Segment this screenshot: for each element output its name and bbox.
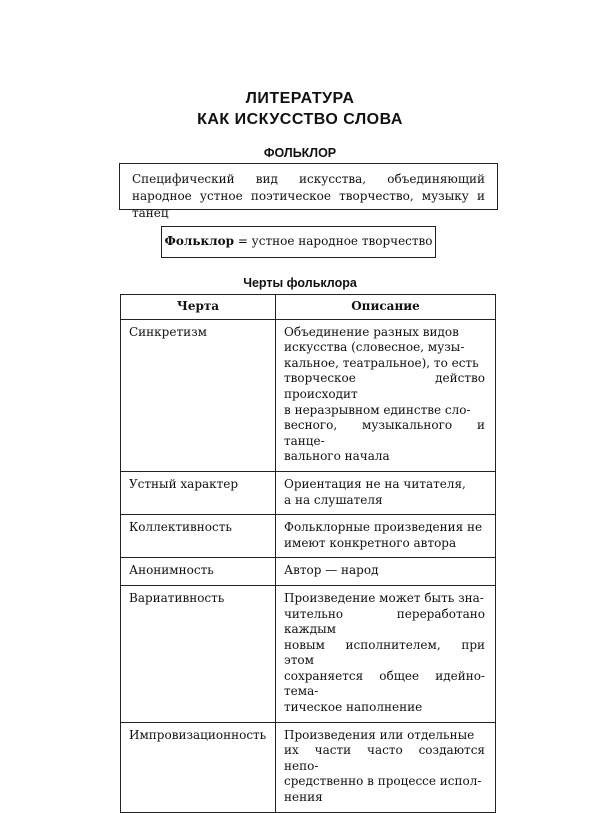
table-row [121,722,496,812]
description-line: Объединение разных видов [284,324,459,339]
page-title-line-1: ЛИТЕРАТУРА [245,90,355,107]
description-line: Произведение может быть зна- [284,590,484,605]
description-line: Фольклорные произведения не [284,520,483,535]
description-line: новым исполнителем, при этом [284,637,485,668]
feature-cell: Импровизационность [121,722,276,812]
description-cell [276,558,496,586]
description-line: их части часто создаются непо- [284,743,485,773]
description-line: в неразрывном единстве сло- [284,402,471,417]
equation-term: Фольклор [164,234,234,248]
description-line: имеют конкретного автора [284,535,457,550]
definition-text: Специфический вид искусства, объединяющий народное устное поэтическое творчество, музыку и танец [132,172,485,220]
table-row [121,585,496,722]
equation-box [161,226,436,258]
description-line: кальное, театральное), то есть [284,355,479,370]
column-header-description: Описание [276,295,496,320]
feature-cell: Синкретизм [121,319,276,471]
column-header-feature: Черта [121,295,276,320]
description-cell [276,585,496,722]
table-body [121,319,496,812]
description-line: Ориентация не на читателя, [284,476,466,491]
description-line: вального начала [284,449,390,464]
description-cell [276,515,496,558]
table-row [121,558,496,586]
feature-cell: Анонимность [121,558,276,586]
description-line: а на слушателя [284,492,383,507]
page-title-line-2: КАК ИСКУССТВО СЛОВА [197,111,403,128]
section-heading: ФОЛЬКЛОР [263,146,337,160]
definition-box [119,163,498,220]
description-line: чительно переработано каждым [284,606,485,637]
table-row [121,471,496,514]
feature-cell: Вариативность [121,585,276,722]
table-header-row [121,295,496,320]
table-row [121,319,496,471]
features-table [120,294,496,813]
description-line: нения [284,790,323,805]
description-line: весного, музыкального и танце- [284,418,485,448]
description-line: сохраняется общее идейно-тема- [284,668,485,699]
description-line: творческое действо происходит [284,371,485,401]
description-cell [276,722,496,812]
description-line: Произведения или отдельные [284,727,475,742]
description-line: искусства (словесное, музы- [284,340,465,355]
description-line: средственно в процессе испол- [284,774,482,789]
description-cell [276,319,496,471]
table-row [121,515,496,558]
equation-rest: = устное народное творчество [234,234,433,248]
feature-cell: Коллективность [121,515,276,558]
description-cell [276,471,496,514]
description-line: тическое наполнение [284,700,423,715]
table-heading: Черты фольклора [243,276,357,290]
description-line: Автор — народ [284,563,379,578]
feature-cell: Устный характер [121,471,276,514]
